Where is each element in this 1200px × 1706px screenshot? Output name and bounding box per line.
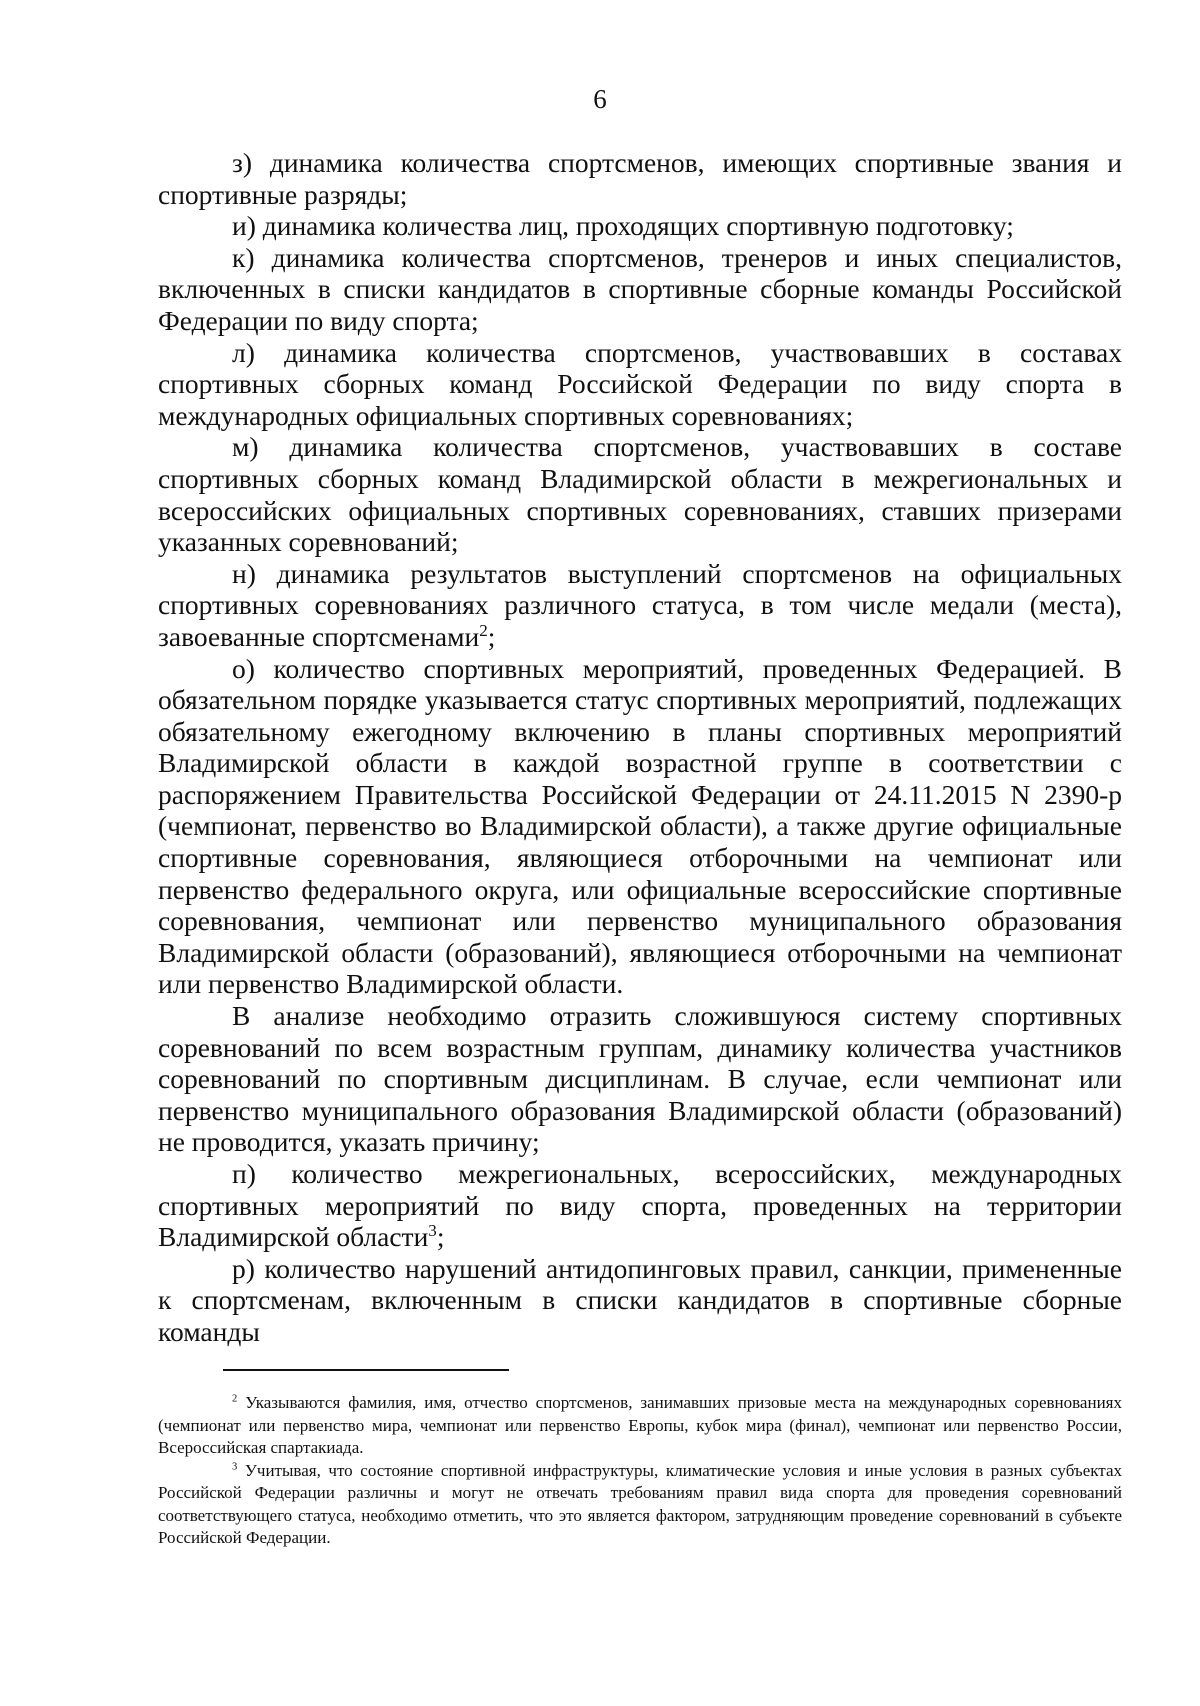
paragraph-end: ; [436,1221,445,1253]
paragraph-text: к) динамика количества спортсменов, тренеров и иных специалистов, включенных в списки кандидатов в спортивные сборные команды Российской Федерации по виду спорта; [158,241,1122,336]
paragraph-m [158,431,1122,557]
paragraph-analysis [158,1000,1122,1158]
footnote-separator [223,1369,509,1371]
paragraph-o [158,653,1122,1001]
footnotes [158,1392,1122,1550]
footnote-text: Учитывая, что состояние спортивной инфраструктуры, климатические условия и иные условия в разных субъектах Российской Федерации различны и могут не отвечать требованиям правил вида спорта для проведения соревнований соответствующего статуса, необходимо отметить, что это является фактором, затрудняющим проведение соревнований в субъекте Российской Федерации. [158,1460,1122,1547]
paragraph-text: В анализе необходимо отразить сложившуюся систему спортивных соревнований по всем возрастным группам, динамику количества участников соревнований по спортивным дисциплинам. В случае, если чемпионат или первенство муниципального образования Владимирской области (образований) не проводится, указать причину; [158,1000,1122,1158]
paragraph-n [158,558,1122,653]
paragraph-text: о) количество спортивных мероприятий, проведенных Федерацией. В обязательном порядке указывается статус спортивных мероприятий, подлежащих обязательному ежегодному включению в планы спортивных мероприятий Владимирской области в каждой возрастной группе в соответствии с распоряжением Правительства Российской Федерации от 24.11.2015 N 2390-р (чемпионат, первенство во Владимирской области), а также другие официальные спортивные соревнования, являющиеся отборочными на чемпионат или первенство федерального округа, или официальные всероссийские спортивные соревнования, чемпионат или первенство муниципального образования Владимирской области (образований), являющиеся отборочными на чемпионат или первенство Владимирской области. [158,652,1122,1000]
paragraph-i [158,210,1122,242]
paragraph-text: и) динамика количества лиц, проходящих спортивную подготовку; [232,210,1014,242]
paragraph-p [158,1158,1122,1253]
main-text [158,147,1122,1348]
footnote-mark: 2 [232,1393,238,1405]
paragraph-text: р) количество нарушений антидопинговых правил, санкции, примененные к спортсменам, включенным в списки кандидатов в спортивные сборные команды [158,1252,1122,1347]
footnote-ref-3: 3 [428,1221,437,1241]
paragraph-text: з) динамика количества спортсменов, имеющих спортивные звания и спортивные разряды; [158,147,1122,210]
footnote-3 [158,1460,1122,1550]
paragraph-l [158,337,1122,432]
footnote-mark: 3 [232,1460,238,1472]
paragraph-text: л) динамика количества спортсменов, участвовавших в составах спортивных сборных команд Российской Федерации по виду спорта в международных официальных спортивных соревнованиях; [158,336,1122,431]
page-number: 6 [593,84,607,114]
paragraph-text: н) динамика результатов выступлений спортсменов на официальных спортивных соревнованиях различного статуса, в том числе медали (места), завоеванные спортсменами [158,557,1122,652]
paragraph-k [158,242,1122,337]
footnote-text: Указываются фамилия, имя, отчество спортсменов, занимавших призовые места на международных соревнованиях (чемпионат или первенство мира, чемпионат или первенство Европы, кубок мира (финал), чемпионат или первенство России, Всероссийская спартакиада. [158,1393,1122,1457]
paragraph-text: м) динамика количества спортсменов, участвовавших в составе спортивных сборных команд Владимирской области в межрегиональных и всероссийских официальных спортивных соревнованиях, ставших призерами указанных соревнований; [158,431,1122,558]
footnote-2 [158,1392,1122,1460]
paragraph-end: ; [487,620,496,652]
paragraph-z [158,147,1122,210]
paragraph-text: п) количество межрегиональных, всероссийских, международных спортивных мероприятий по виду спорта, проведенных на территории Владимирской области [158,1158,1122,1253]
footnote-ref-2: 2 [479,620,488,640]
paragraph-r [158,1253,1122,1348]
